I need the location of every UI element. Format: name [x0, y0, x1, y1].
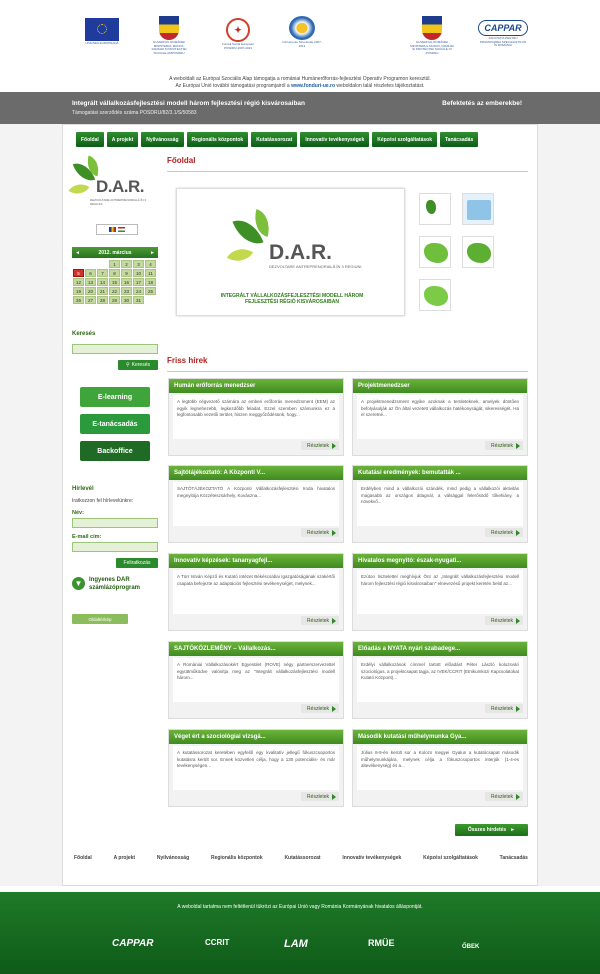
arrow-right-icon: ► [510, 827, 516, 833]
calendar-day[interactable]: 25 [145, 287, 156, 295]
nav-innovativ[interactable]: Innovatív tevékenységek [300, 132, 369, 147]
cappar-logo: CAPPAR ASOCIAȚIA PENTRU PROMOVAREA SPECIALIȘTILOR ÎN ROMÂNIA [478, 20, 528, 48]
thumb-map-1[interactable] [419, 236, 451, 268]
arrow-right-icon [516, 794, 520, 800]
nav-tanacsadas[interactable]: Tanácsadás [440, 132, 478, 147]
arrow-right-icon [516, 618, 520, 624]
thumb-logo[interactable] [419, 193, 451, 225]
top-logo-strip [0, 0, 600, 92]
calendar-month: 2012. március [98, 249, 132, 256]
calendar-day[interactable]: 3 [133, 260, 144, 268]
contract-number: Támogatási szerződés száma POSDRU/82/3.1/S/50583 [72, 110, 197, 116]
news-excerpt: A Türr István Képző és Kutató Intézet Békéscsabai Igazgatóságának szakértői csapata befejezte az adaptációs fejlesztési tevékenységet, melynek... [173, 570, 339, 614]
nav-regionalis[interactable]: Regionális központok [187, 132, 249, 147]
calendar-day[interactable]: 8 [109, 269, 120, 277]
arrow-right-icon [332, 443, 336, 449]
funding-notice: A weboldalt az Európai Szociális Alap támogatja a romániai Humánerőforrás-fejlesztési Operatív Programon keresztül. Az Európai Unió további támogatási programjairól a www.fonduri-ue.ro weboldalon talál részletes tájékoztatást. [169, 76, 431, 89]
calendar-day[interactable]: 12 [73, 278, 84, 286]
news-title[interactable]: Projektmenedzser [353, 379, 527, 393]
news-title[interactable]: Második kutatási műhelymunka Gya... [353, 730, 527, 744]
eu-flag-logo: UNIUNEA EUROPEANĂ [82, 18, 122, 46]
calendar-empty [97, 260, 108, 268]
calendar-day[interactable]: 28 [97, 296, 108, 304]
name-label: Név: [72, 510, 84, 516]
fse-logo: ✦ Fondul Social European POSDRU 2007-2013 [218, 18, 258, 50]
news-card [352, 378, 528, 456]
footer-notice: A weboldal tartalma nem feltétlenül tükrözi az Európai Unió vagy Románia Kormányának hivatalos álláspontját. [177, 904, 423, 910]
project-title: Integrált vállalkozásfejlesztési modell három fejlesztési régió kisvárosaiban [72, 100, 306, 107]
news-card [168, 378, 344, 456]
arrow-right-icon [332, 618, 336, 624]
calendar-day[interactable]: 16 [121, 278, 132, 286]
news-excerpt: Ezúton tisztelettel meghívjuk Önt az „Integrált vállalkozásfejlesztési modell három fejlesztési régió kisvárosaiban" elnevezésű projekt keretén belül az... [357, 570, 523, 614]
romania-coat-logo-2: GUVERNUL ROMÂNIEI MINISTERUL MUNCII, FAMILIEI ȘI PROTECȚIEI SOCIALE OI POSDRU [410, 16, 454, 55]
arrow-right-icon [516, 443, 520, 449]
nav-kepzesi[interactable]: Képzési szolgáltatások [372, 132, 437, 147]
romanian-flag-icon[interactable] [109, 227, 116, 232]
all-news-button[interactable]: Összes hírdetés ► [455, 824, 528, 836]
hungarian-flag-icon[interactable] [118, 227, 125, 232]
news-more-button[interactable]: Részletek [301, 616, 339, 625]
calendar-day[interactable]: 2 [121, 260, 132, 268]
news-title[interactable]: Humán erőforrás menedzser [169, 379, 343, 393]
name-field[interactable] [72, 518, 158, 528]
footer-logo-obek: ŐBEK [462, 944, 480, 950]
search-button[interactable]: ⚲ Keresés [118, 360, 158, 370]
news-more-button[interactable]: Részletek [301, 441, 339, 450]
newsletter-title: Hírlevél [72, 486, 94, 492]
news-card [168, 553, 344, 631]
footer-nav-innovativ[interactable]: Innovatív tevékenységek [342, 855, 402, 861]
footer-nav-tanacsadas[interactable]: Tanácsadás [499, 855, 528, 861]
news-excerpt: A legtöbb cégvezető számára az emberi erőforrás menedzsment (EEM) az egyik legnehezebb, legkezdőbb feladat. Ezzel szemben számunkra ez a legfontosabb vezetői terület, hiszen meggyőződésünk, hogy... [173, 395, 339, 439]
news-more-button[interactable]: Részletek [485, 704, 523, 713]
calendar-day[interactable]: 15 [109, 278, 120, 286]
nav-a-projekt[interactable]: A projekt [107, 132, 138, 147]
calendar-day[interactable]: 26 [73, 296, 84, 304]
news-title[interactable]: SAJTÓKÖZLEMÉNY – Vállalkozás... [169, 642, 343, 656]
sitemap-button[interactable]: Oldaltérkép [72, 614, 128, 624]
footer-nav-kutatassorozat[interactable]: Kutatássorozat [284, 855, 321, 861]
news-title[interactable]: Kutatási eredmények: bemutatták ... [353, 466, 527, 480]
search-label: Keresés [72, 331, 96, 337]
subscribe-button[interactable]: Feliratkozás [116, 558, 158, 568]
language-switcher [96, 224, 138, 235]
calendar-day[interactable]: 9 [121, 269, 132, 277]
calendar-day[interactable]: 11 [145, 269, 156, 277]
news-excerpt: Július 8-9-én került sor a Kolozs megyei Gyalun a kutatócsapat második műhelymunkájára, melynek célja a fókuszcsoportos interjúk (1-4-es altevékenység) és a... [357, 746, 523, 790]
search-icon: ⚲ [125, 362, 130, 368]
news-excerpt: SAJTÓTÁJÉKOZTATÓ A Központi Vállalkozásfejlesztési Iroda hivatalos megnyitója Közzéteszsárhely, Kovászna... [173, 482, 339, 526]
heading-divider [167, 171, 528, 172]
calendar-day[interactable]: 6 [85, 269, 96, 277]
news-card [168, 729, 344, 807]
e-tanacsadas-button[interactable]: E-tanácsadás [80, 414, 150, 434]
arrow-right-icon [516, 530, 520, 536]
calendar-empty [85, 260, 96, 268]
romania-coat-logo: GUVERNUL ROMÂNIEI MINISTERUL MUNCII, FAMILIEI ȘI PROTECȚIEI SOCIALE AMPOSDRU [148, 16, 190, 55]
news-excerpt: A Romániai Vállalkozásokért Egyesület (ROVE) négy partnerszervezettel együttműködve valósítja meg az "Integrált vállalkozásfejlesztési modell három... [173, 658, 339, 702]
calendar-grid [73, 260, 158, 304]
footer-nav-nyilvanossag[interactable]: Nyilvánosság [156, 855, 190, 861]
calendar-day[interactable]: 24 [133, 287, 144, 295]
calendar-day[interactable]: 30 [121, 296, 132, 304]
footer-nav-kepzesi[interactable]: Képzési szolgáltatások [423, 855, 478, 861]
news-card [168, 641, 344, 719]
news-excerpt: A kutatássorozat keretében egyfelől egy kvalitatív jellegű fókuszcsoportos kutatásra került sor. Ennek közvetlen célja, hogy a 130 potenciális- és már tevékenységen... [173, 746, 339, 790]
calendar-day[interactable]: 23 [121, 287, 132, 295]
calendar-day[interactable]: 10 [133, 269, 144, 277]
news-title[interactable]: Előadás a NYATA nyári szabadege... [353, 642, 527, 656]
main-nav [76, 132, 478, 147]
search-input[interactable] [72, 344, 158, 354]
footer-logo-ccrit: CCRIT [205, 938, 230, 947]
news-divider [167, 371, 528, 372]
thumb-map-2[interactable] [462, 236, 494, 268]
newsletter-text: Iratkozzon fel hírlevelünkre: [72, 498, 134, 504]
nav-kutatassorozat[interactable]: Kutatássorozat [251, 132, 297, 147]
calendar-day[interactable]: 1 [109, 260, 120, 268]
arrow-right-icon [332, 794, 336, 800]
news-excerpt: Erdélyben mind a vállalkozói szándék, mind pedig a vállalkozói aktivitás magasabb az országos átlagnál, a válsággal felerősödő tőkehiány, a növekvő... [357, 482, 523, 526]
calendar-day[interactable]: 18 [145, 278, 156, 286]
news-more-button[interactable]: Részletek [301, 528, 339, 537]
arrow-right-icon [332, 530, 336, 536]
thumb-map-3[interactable] [419, 279, 451, 311]
nav-fooldal[interactable]: Főoldal [76, 132, 104, 147]
footer-nav-a-projekt[interactable]: A projekt [113, 855, 136, 861]
calendar-day[interactable]: 20 [85, 287, 96, 295]
footer-logo-lam: LAM [284, 938, 308, 950]
news-card [352, 553, 528, 631]
e-learning-button[interactable]: E-learning [80, 387, 150, 407]
news-more-button[interactable]: Részletek [485, 616, 523, 625]
home-heading: Főoldal [167, 156, 196, 165]
news-more-button[interactable]: Részletek [485, 792, 523, 801]
project-banner [0, 92, 600, 124]
calendar-day[interactable]: 29 [109, 296, 120, 304]
news-more-button[interactable]: Részletek [485, 528, 523, 537]
news-card [168, 465, 344, 543]
arrow-right-icon [332, 706, 336, 712]
news-title[interactable]: Sajtótájékoztató: A Központi V... [169, 466, 343, 480]
calendar-day[interactable]: 22 [109, 287, 120, 295]
news-card [352, 729, 528, 807]
calendar-day[interactable]: 31 [133, 296, 144, 304]
calendar-empty [73, 260, 84, 268]
dar-download-text: Ingyenes DAR számlázóprogram [89, 577, 141, 591]
footer-nav-fooldal[interactable]: Főoldal [74, 855, 92, 861]
instrumente-logo: Instrumente Structurale 2007-2013 [282, 16, 322, 48]
download-arrow-icon: ▼ [72, 577, 85, 590]
news-title[interactable]: Hivatalos megnyitó: észak-nyugati... [353, 554, 527, 568]
footer-logo-rmue: RMÜE [368, 938, 395, 948]
calendar-day[interactable]: 5 [73, 269, 84, 277]
calendar-next-icon[interactable]: ► [150, 249, 155, 256]
dar-download-link[interactable] [72, 577, 151, 592]
footer [0, 886, 600, 974]
arrow-right-icon [516, 706, 520, 712]
calendar-day[interactable]: 4 [145, 260, 156, 268]
footer-nav-regionalis[interactable]: Regionális központok [210, 855, 263, 861]
footer-logo-cappar: CAPPAR [112, 938, 154, 949]
slogan: Befektetés az emberekbe! [442, 100, 522, 107]
calendar-day[interactable]: 13 [85, 278, 96, 286]
nav-nyilvanossag[interactable]: Nyilvánosság [141, 132, 183, 147]
calendar-day[interactable]: 17 [133, 278, 144, 286]
news-excerpt: Erdélyi vállalkozások címmel tartott előadást Péter László kolozsvári szociológus, a projektcsapat tagja, az IVEK/CCRIT (Etnikumközi Kapcsolatokat Kutató Központ)... [357, 658, 523, 702]
news-more-button[interactable]: Részletek [485, 441, 523, 450]
news-more-button[interactable]: Részletek [301, 704, 339, 713]
calendar-day[interactable]: 19 [73, 287, 84, 295]
calendar-day[interactable]: 14 [97, 278, 108, 286]
calendar-empty [145, 296, 156, 304]
backoffice-button[interactable]: Backoffice [80, 441, 150, 461]
news-title[interactable]: Véget ért a szociológiai vizsgá... [169, 730, 343, 744]
hero-image[interactable]: D.A.R. DEZVOLTARE ANTREPRENORIALĂ ÎN 3 REGIUNI INTEGRÁLT VÁLLALKOZÁSFEJLESZTÉSI MODELL HÁROM FEJLESZTÉSI RÉGIÓ KISVÁROSAIBAN [176, 188, 405, 316]
calendar-prev-icon[interactable]: ◄ [75, 249, 80, 256]
news-more-button[interactable]: Részletek [301, 792, 339, 801]
calendar-day[interactable]: 21 [97, 287, 108, 295]
news-heading: Friss hírek [167, 356, 208, 365]
fonduri-link[interactable]: www.fonduri-ue.ro [291, 82, 336, 89]
news-card [352, 465, 528, 543]
email-label: E-mail cím: [72, 534, 102, 540]
email-field[interactable] [72, 542, 158, 552]
thumb-poster[interactable] [462, 193, 494, 225]
calendar-day[interactable]: 27 [85, 296, 96, 304]
calendar [72, 247, 158, 304]
news-excerpt: A projektmenedzsment egyike azoknak a területeknek, amelyek döntően befolyásolják az Ön által vezetett vállalkozás hatékonyságát, sikerességét. Ha el szeretné... [357, 395, 523, 439]
news-title[interactable]: Innovatív képzések: tananyagfejl... [169, 554, 343, 568]
calendar-day[interactable]: 7 [97, 269, 108, 277]
dar-logo[interactable]: D.A.R. DEZVOLTARE ANTREPRENORIALĂ ÎN 3 REGIUNI [70, 157, 158, 215]
calendar-header [72, 247, 158, 258]
news-card [352, 641, 528, 719]
footer-nav [74, 855, 528, 861]
